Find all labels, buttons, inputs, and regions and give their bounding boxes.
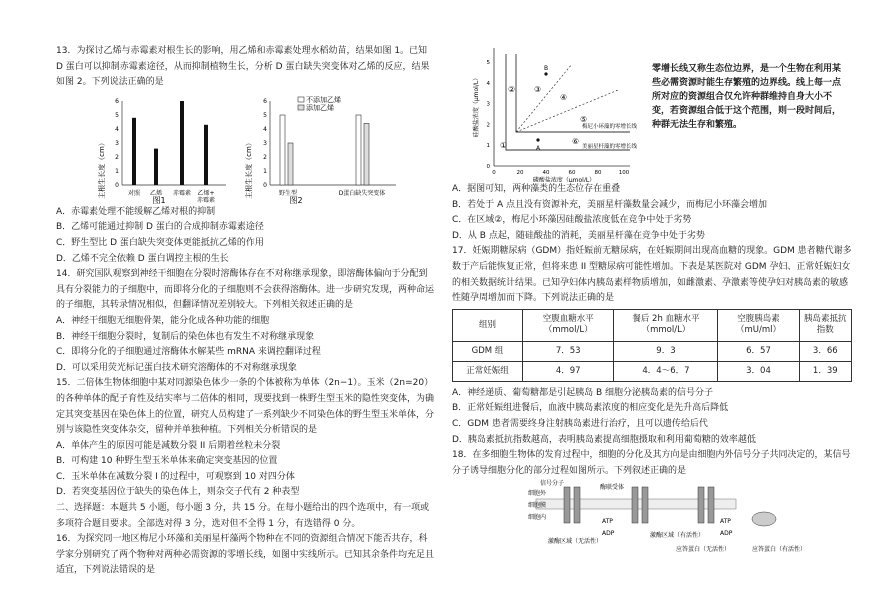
q15-option-c: C．玉米单体在减数分裂 I 的过程中，可观察到 10 对四分体 [56,471,295,482]
figure-1-2 [56,93,436,205]
q14-option-a: A．神经干细胞无细胞骨架，能分化成各种功能的细胞 [56,315,270,326]
graph-y-ticks [487,60,491,170]
q16-option-d: D．从 B 点起，随硅酸盐的消耗，美丽星杆藻在竞争中处于劣势 [452,230,705,241]
x-tick-label: 60 [568,170,576,176]
y-tick-label: 4 [486,80,490,87]
graph-x-ticks [492,170,629,176]
table-header: 空腹胰岛素（mU/ml） [718,309,799,341]
category-label: 对照 [127,189,141,197]
q13-option-c: C．野生型比 D 蛋白缺失突变体更能抵抗乙烯的作用 [56,237,264,248]
category-label: 赤霉素 [196,196,216,204]
q17-options [452,386,852,448]
point-b-label: B [544,65,549,72]
diag-adp-1: ADP [602,530,615,538]
x-tick-label: 20 [516,170,524,176]
y-tick-label: 4 [115,125,119,133]
diag-label-signal: 信号分子 [540,480,565,488]
region-2: ② [508,85,516,94]
diag-label-kinase-inactive: 激酶区域（无活性） [548,538,603,546]
table-header: 组别 [453,309,523,341]
bar [288,143,293,185]
y-tick-label: 2 [115,153,119,161]
table-cell: 9．3 [614,341,718,361]
q15-options [56,439,436,501]
y-tick-label: 2 [263,153,267,161]
q17-option-c: C．GDM 患者需要终身注射胰岛素进行治疗，且可以遗传给后代 [452,418,708,429]
diag-label-receptor: 酶联受体 [600,484,625,492]
y-tick-label: 1 [115,167,119,175]
fig1-caption: 图1 [152,195,166,205]
q13-stem: 13．为探讨乙烯与赤霉素对根生长的影响，用乙烯和赤霉素处理水稻幼苗，结果如图 1。已知 D 蛋白可以抑制赤霉素途径，从而抑制植物生长，分析 D 蛋白缺失突变体对乙烯的反应，结果如图 2。下列说法正确的是 [56,46,430,88]
region-1: ① [500,141,508,150]
legend-meni: 梅尼小环藻的零增长线 [582,124,638,130]
table-cell: GDM 组 [453,341,523,361]
zero-line-asterionella [506,54,630,150]
q15-stem: 15．二倍体生物体细胞中某对同源染色体少一条的个体被称为单体（2n−1）。玉米（2n=20）的各种单体的配子育性及结实率与二倍体的相同，现要找到一株野生型玉米的隐性突变体，为确定其突变基因在染色体上的位置，研究人员构建了一系列缺少不同染色体的野生型玉米单体，分别与该隐性突变体杂交，留种并单独种植。下列相关分析错误的是 [56,378,435,436]
y-tick-label: 3 [263,139,267,147]
table-cell: 3．66 [799,341,851,361]
table-cell: 6．57 [718,341,799,361]
fig1-ylabel: 主根生长度（cm） [98,138,106,199]
q16-option-c: C．在区域②，梅尼小环藻因硅酸盐浓度低在竞争中处于劣势 [452,215,692,226]
table-cell: 4．97 [523,361,614,381]
q13-options [56,205,436,267]
bar [364,123,369,185]
diag-label-inside: 细胞内 [528,514,547,522]
q15-option-b: B．可构建 10 种野生型玉米单体来确定突变基因的位置 [56,456,278,467]
table-row [453,361,852,381]
region-3: ③ [534,85,542,94]
y-tick-label: 3 [115,139,119,147]
y-tick-label: 3 [486,101,490,108]
bar [280,115,285,185]
fig2-caption: 图2 [289,195,303,205]
y-tick-label: 1 [486,143,490,150]
y-tick-label: 5 [115,111,119,119]
x-tick-label: 100 [618,170,630,176]
right-column [452,40,852,559]
y-tick-label: 4 [263,125,267,133]
q16-option-b: B．若处于 A 点且没有资源补充，美丽星杆藻数量会减少，而梅尼小环藻会增加 [452,199,768,210]
q14-options [56,314,436,376]
fig1-axis [115,98,226,189]
legend-swatch-ethylene [298,105,304,110]
y-tick-label: 0 [486,164,490,170]
point-b [544,72,547,75]
table-header-row [453,309,852,341]
y-tick-label: 2 [486,122,490,129]
table-header: 胰岛素抵抗指数 [799,309,851,341]
diag-atp-2: ATP [720,518,731,526]
table-cell: 1．39 [799,361,851,381]
y-tick-label: 0 [115,181,119,189]
table-header: 空腹血糖水平（mmol/L） [523,309,614,341]
legend-swatch-no-ethylene [298,97,304,102]
bar [180,101,184,185]
bar [356,115,361,185]
graph-xlabel: 磷酸盐浓度（μmol/L） [532,177,596,182]
y-tick-label: 5 [263,111,267,119]
legend-ethylene: 添加乙烯 [306,103,334,112]
q13-option-b: B．乙烯可能通过抑制 D 蛋白的合成抑制赤霉素途径 [56,222,264,233]
q16-options [452,182,852,244]
q14-stem: 14．研究国队观察到神经干细胞在分裂时溶酶体存在不对称继承现象，即溶酶体偏向于分配到具有分裂能力的子细胞中，而即将分化的子细胞则不会获得溶酶体。进一步研究发现，两种命运的子细胞，其转录情况相似，但翻译情况差别较大。下列相关叙述正确的是 [56,269,435,311]
fig1-bars [128,101,215,204]
q15-option-d: D．若突变基因位于缺失的染色体上，则杂交子代有 2 种表型 [56,487,300,498]
region-6: ⑥ [572,137,580,146]
q18-stem: 18．在多细胞生物体的发育过程中，细胞的分化及其方向是由细胞内外信号分子共同决定的，某信号分子诱导细胞分化的部分过程如图所示。下列叙述正确的是 [452,450,851,476]
category-label: 野生型 [278,189,298,197]
zero-growth-note: 零增长线又称生态位边界，是一个生物在利用某些必需资源时能生存繁殖的边界线。线上每一点所对应的资源组合仅允许种群维持自身大小不变，若资源组合低于这个范围，则一段时间后，种群无法生存和繁殖。 [652,64,842,130]
region-4: ④ [560,93,568,102]
table-cell: 7．53 [523,341,614,361]
y-tick-label: 6 [263,97,267,105]
gdm-table [452,309,852,382]
diag-adp-2: ADP [720,530,733,538]
y-tick-label: 1 [263,167,267,175]
left-column [56,44,436,579]
bar [204,125,208,185]
category-label: 乙烯 [149,189,163,197]
signaling-svg [452,479,852,559]
q14-option-b: B．神经干细胞分裂时，复制后的染色体也有发生不对称继承现象 [56,331,315,342]
table-row [453,341,852,361]
signaling-diagram [452,479,852,559]
diag-label-outside: 细胞外 [528,490,547,498]
legend-asterionella: 美丽星杆藻的零增长线 [582,144,638,150]
diag-label-membrane: 细胞膜 [528,502,547,510]
q13-option-a: A．赤霉素处理不能缓解乙烯对根的抑制 [56,206,216,217]
fig2-ylabel: 主根生长度（cm） [245,138,253,199]
q17-option-b: B．正常妊娠组进餐后，血液中胰岛素浓度的相应变化是先升高后降低 [452,403,729,414]
category-label: 乙烯+ [197,189,215,197]
q14-option-d: D．可以采用荧光标记蛋白技术研究溶酶体的不对称继承现象 [56,362,297,373]
q17-option-a: A．神经递质、葡萄糖都是引起胰岛 B 细胞分泌胰岛素的信号分子 [452,387,714,398]
q15-option-a: A．单体产生的原因可能是减数分裂 II 后期着丝粒未分裂 [56,440,281,451]
q17-option-d: D．胰岛素抵抗指数越高，表明胰岛素提高细胞摄取和利用葡萄糖的效率越低 [452,434,756,445]
q16-option-a: A．据图可知，两种藻类的生态位存在重叠 [452,184,621,194]
q13-option-d: D．乙烯不完全依赖 D 蛋白调控主根的生长 [56,253,229,264]
diag-label-response-inactive: 应答蛋白（无活性） [676,546,731,554]
x-tick-label: 40 [542,170,550,176]
graph-ylabel: 硅酸盐浓度（μmol/L） [473,74,480,138]
y-tick-label: 6 [115,97,119,105]
diag-label-response-active: 应答蛋白（有活性） [752,546,807,554]
y-tick-label: 5 [486,60,490,66]
x-tick-label: 80 [594,170,602,176]
bar [132,118,136,185]
category-label: D蛋白缺失突变体 [338,189,386,197]
y-tick-label: 0 [263,181,267,189]
category-label: 赤霉素 [172,189,192,197]
q14-option-c: C．即将分化的子细胞通过溶酶体水解某些 mRNA 来调控翻译过程 [56,347,321,358]
point-a [536,138,539,141]
bar-charts [56,93,436,205]
figure-zero-growth [452,40,852,182]
bar [154,148,158,184]
section-2-heading: 二、选择题：本题共 5 小题，每小题 3 分，共 15 分。在每小题给出的四个选项中，有一项或多项符合题目要求。全部选对得 3 分，选对但不全得 1 分，有选错得 0 分。 [56,503,430,529]
point-a-label: A [536,145,541,152]
response-protein-shape [752,512,776,526]
x-tick-label: 0 [492,170,496,176]
table-cell: 4．4～6．7 [614,361,718,381]
region-5: ⑤ [580,115,588,124]
legend-no-ethylene: 不添加乙烯 [306,95,341,104]
diag-label-kinase-active: 激酶区域（有活性） [650,532,705,540]
q17-stem: 17．妊娠期糖尿病（GDM）指妊娠前无糖尿病，在妊娠期间出现高血糖的现象。GDM 患者糖代谢多数于产后能恢复正常，但将来患 II 型糖尿病可能性增加。下表是某医院对 GDM 孕妇、正常妊娠妇女的相关数据统计结果。已知孕妇体内胰岛素样物质增加，如雌激素、孕激素等使孕妇对胰岛素的敏感性随孕周增加而下降。下列说法正确的是 [452,246,852,304]
table-cell: 3．04 [718,361,799,381]
table-header: 餐后 2h 血糖水平（mmol/L） [614,309,718,341]
table-cell: 正常妊娠组 [453,361,523,381]
q16-stem: 16．为探究同一地区梅尼小环藻和美丽星杆藻两个物种在不同的资源组合情况下能否共存，科学家分别研究了两个物种对两种必需资源的零增长线，如图中实线所示。已知其余条件均充足且适宜，下列说法错误的是 [56,534,435,576]
diag-atp-1: ATP [602,518,613,526]
